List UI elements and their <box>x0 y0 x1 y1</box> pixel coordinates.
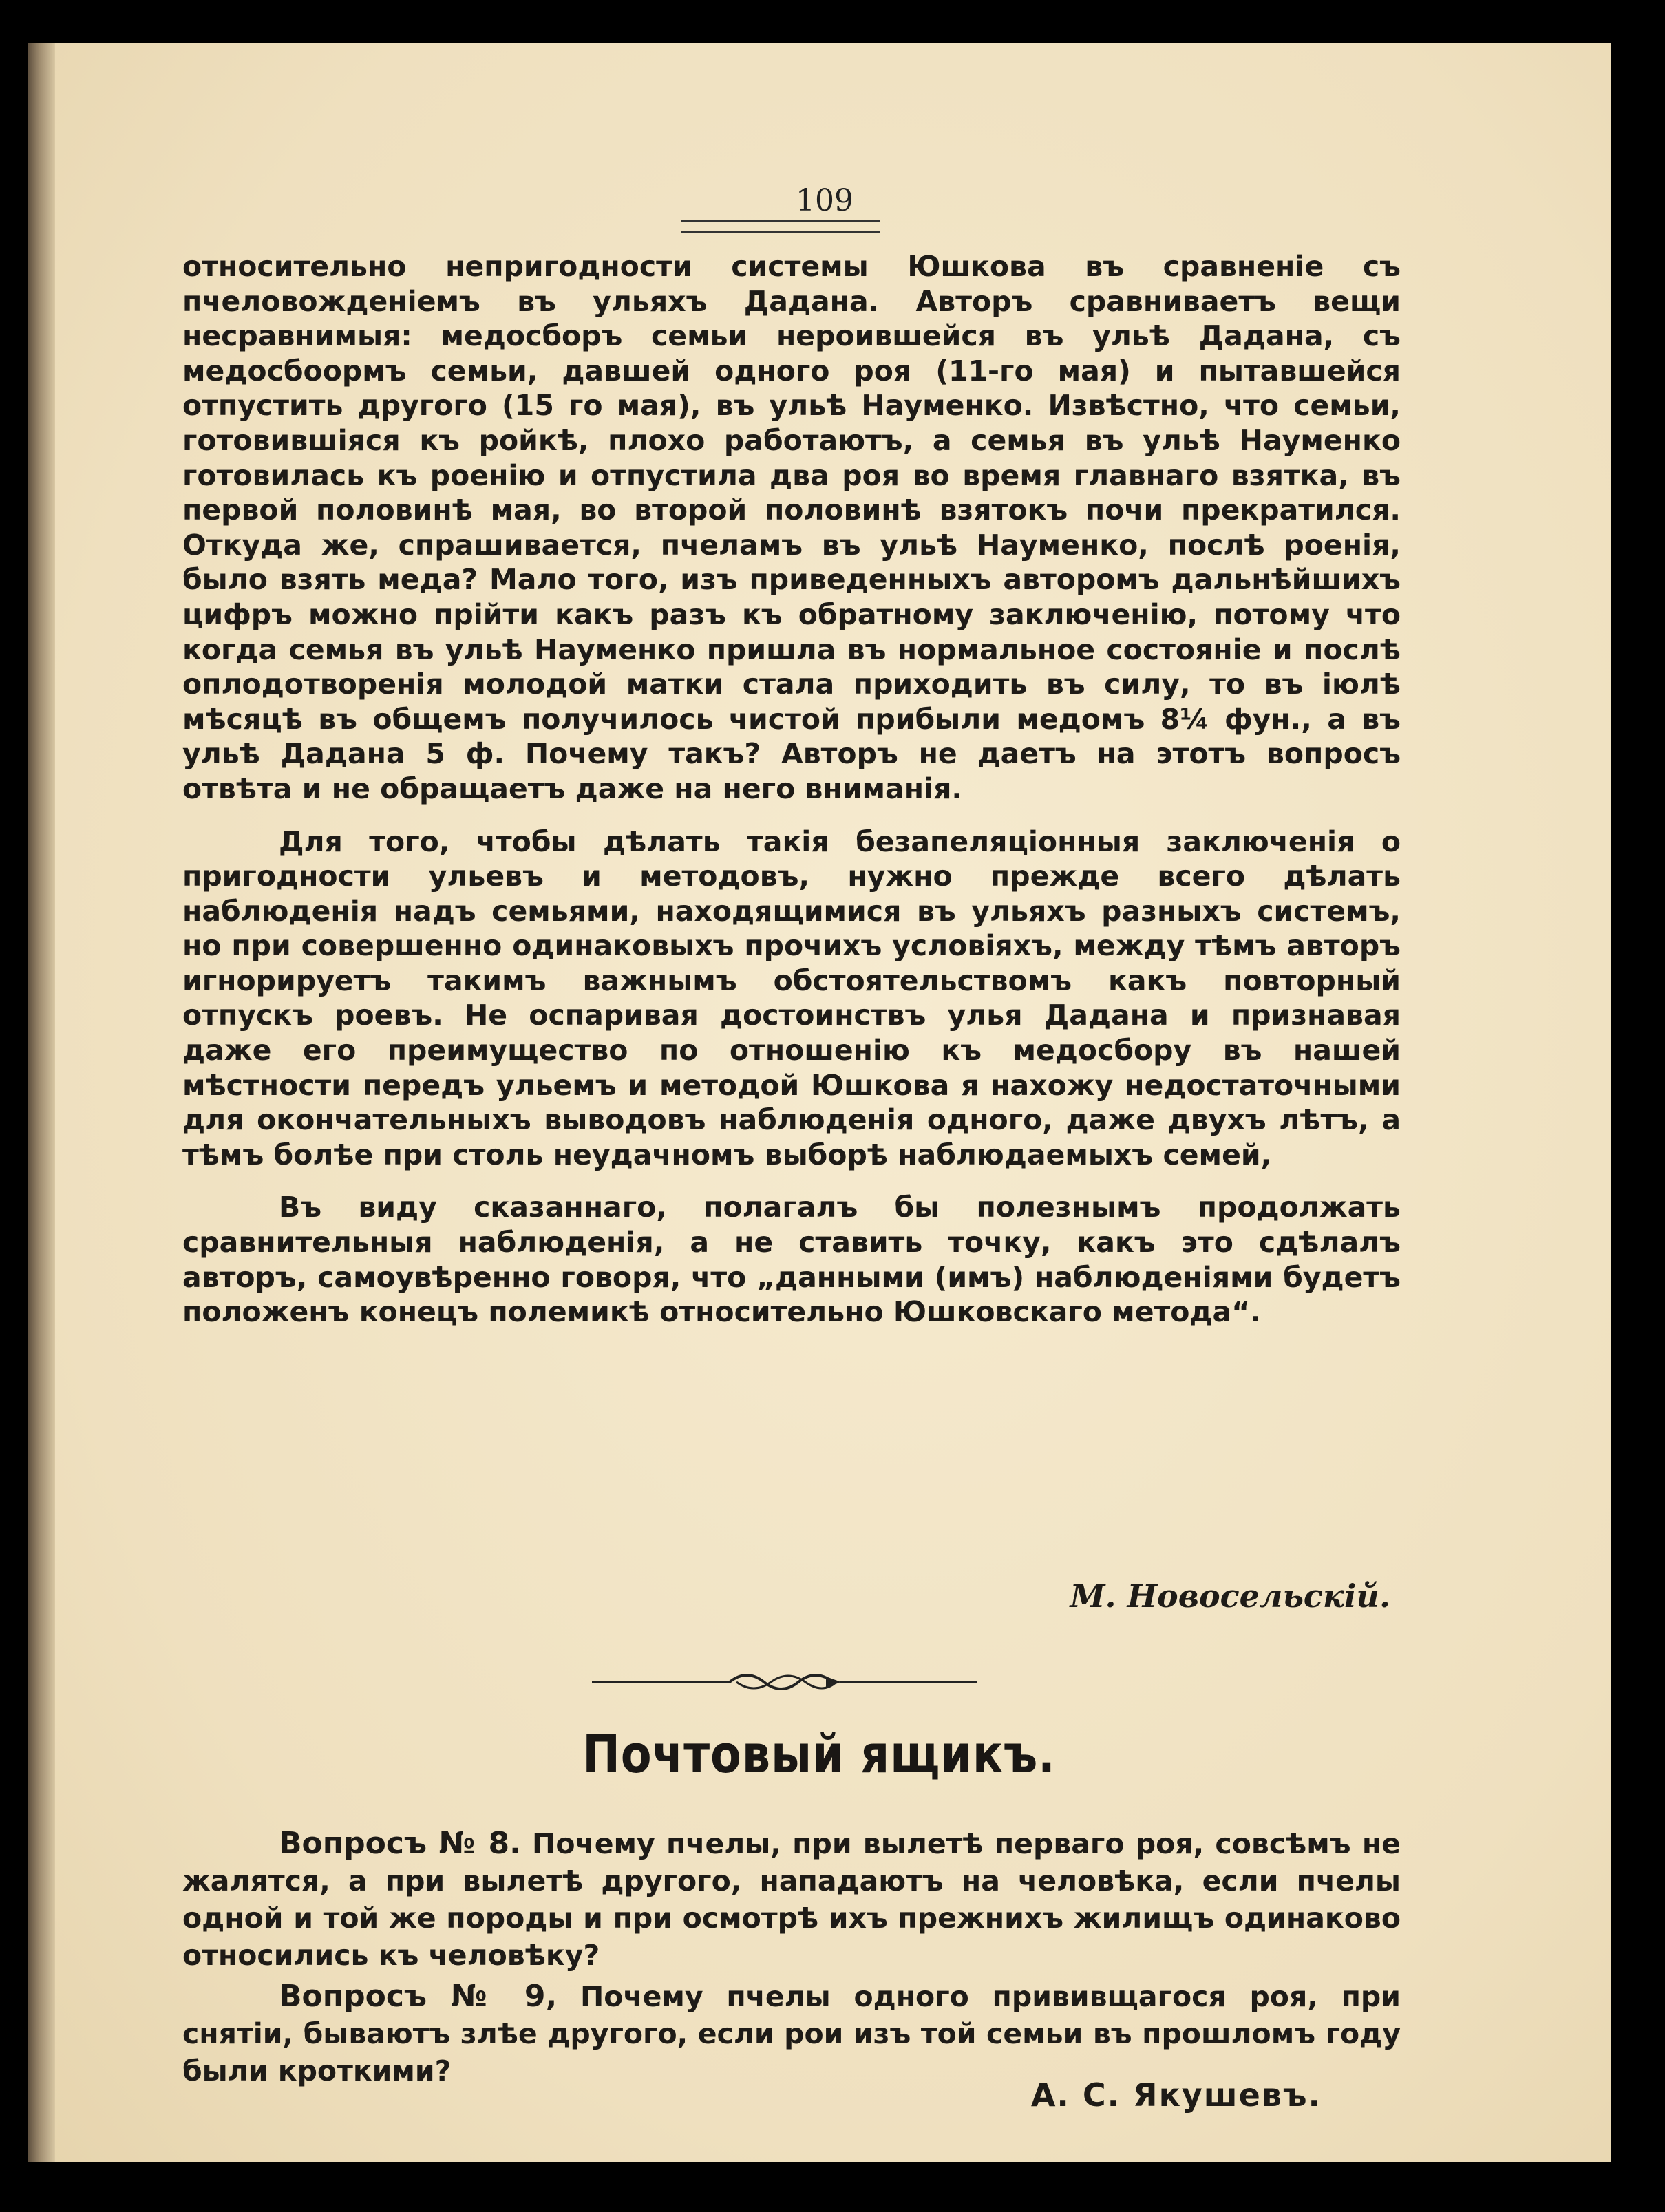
article-paragraph-3: Въ виду сказаннаго, полагалъ бы полезнымъ продолжать сравнительныя наблюденія, а не ставить точку, какъ это сдѣлалъ авторъ, самоувѣренно говоря, что „данными (имъ) наблюденіями будетъ положенъ конецъ полемикѣ относительно Юшковскаго метода“. <box>182 1191 1401 1329</box>
page-number-double-rule <box>681 220 880 233</box>
mailbox-section-title: Почтовый ящикъ. <box>582 1723 1056 1785</box>
mailbox-author: А. С. Якушевъ. <box>1030 2076 1322 2114</box>
article-body <box>182 249 1401 1330</box>
book-page <box>28 43 1611 2162</box>
question-8 <box>182 1825 1401 1974</box>
page-gutter-shadow <box>28 43 55 2162</box>
page-number: 109 <box>796 183 853 218</box>
article-paragraph-2: Для того, чтобы дѣлать такія безапеляціонныя заключенія о пригодности ульевъ и методовъ, нужно прежде всего дѣлать наблюденія надъ семьями, находящимися въ ульяхъ разныхъ системъ, но при совершенно одинаковыхъ прочихъ условіяхъ, между тѣмъ авторъ игнорируетъ такимъ важнымъ обстоятельствомъ какъ повторный отпускъ роевъ. Не оспаривая достоинствъ улья Дадана и признавая даже его преимущество по отношенію къ медосбору въ нашей мѣстности передъ ульемъ и методой Юшкова я нахожу недостаточными для окончательныхъ выводовъ наблюденія одного, даже двухъ лѣтъ, а тѣмъ болѣе при столь неудачномъ выборѣ наблюдаемыхъ семей, <box>182 825 1401 1171</box>
article-paragraph-1: относительно непригодности системы Юшкова въ сравненіе съ пчеловожденіемъ въ ульяхъ Дадана. Авторъ сравниваетъ вещи несравнимыя: медосборъ семьи нероившейся въ ульѣ Дадана, съ медосбоормъ семьи, давшей одного роя (11-го мая) и пытавшейся отпустить другого (15 го мая), въ ульѣ Науменко. Извѣстно, что семьи, готовившіяся къ ройкѣ, плохо работаютъ, а семья въ ульѣ Науменко готовилась къ роенію и отпустила два роя во время главнаго взятка, въ первой половинѣ мая, во второй половинѣ взятокъ почи прекратился. Откуда же, спрашивается, пчеламъ въ ульѣ Науменко, послѣ роенія, было взять меда? Мало того, изъ приведенныхъ авторомъ дальнѣйшихъ цифръ можно прійти какъ разъ къ обратному заключенію, потому что когда семья въ ульѣ Науменко пришла въ нормальное состояніе и послѣ оплодотворенія молодой матки стала приходить въ силу, то въ іюлѣ мѣсяцѣ въ общемъ получилось чистой прибыли медомъ 8¼ фун., а въ ульѣ Дадана 5 ф. Почему такъ? Авторъ не даетъ на этотъ вопросъ отвѣта и не обращаетъ даже на него вниманія. <box>182 250 1401 805</box>
question-8-label: Вопросъ № 8. <box>279 1826 521 1861</box>
question-8-text: Почему пчелы, при вылетѣ перваго роя, совсѣмъ не жалятся, а при вылетѣ другого, нападаютъ на человѣка, если пчелы одной и той же породы и при осмотрѣ ихъ прежнихъ жилищъ одинаково относились къ человѣку? <box>182 1827 1401 1972</box>
question-9-text: Почему пчелы одного прививщагося роя, при снятіи, бываютъ злѣе другого, если рои изъ той семьи въ прошломъ году были кроткими? <box>182 1980 1401 2087</box>
mailbox-questions <box>182 1825 1401 2089</box>
question-9-label: Вопросъ № 9, <box>279 1979 558 2014</box>
section-divider-ornament <box>592 1661 977 1703</box>
question-9 <box>182 1978 1401 2089</box>
article-signature: М. Новосельскій. <box>1070 1577 1390 1615</box>
